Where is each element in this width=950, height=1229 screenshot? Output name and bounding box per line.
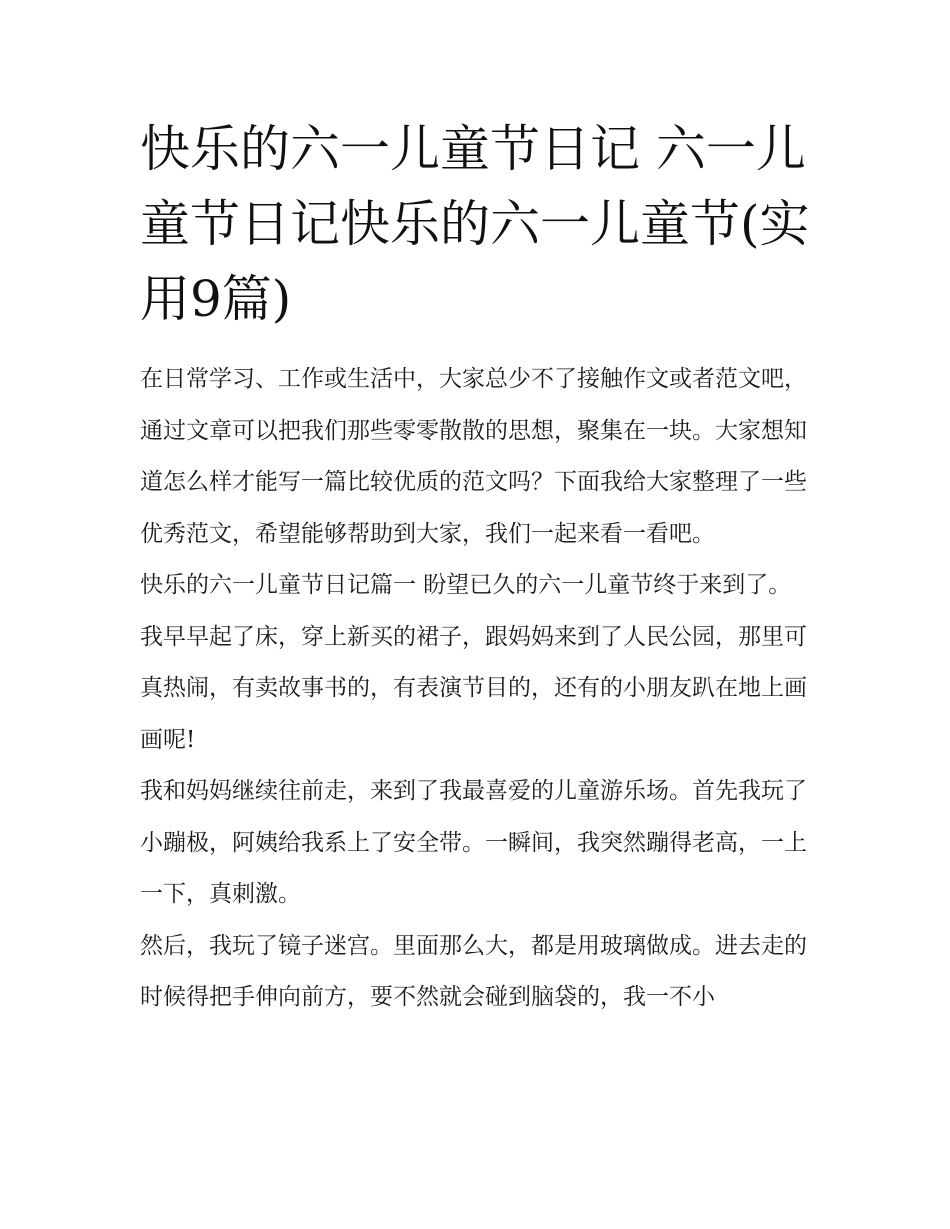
paragraph-heading-1: 快乐的六一儿童节日记篇一 盼望已久的六一儿童节终于来到了。 bbox=[140, 572, 792, 598]
document-body bbox=[140, 354, 820, 1024]
document-title: 快乐的六一儿童节日记 六一儿童节日记快乐的六一儿童节(实用9篇) bbox=[140, 120, 810, 328]
paragraph-intro: 在日常学习、工作或生活中，大家总少不了接触作文或者范文吧，通过文章可以把我们那些零零散散的思想，聚集在一块。大家想知道怎么样才能写一篇比较优质的范文吗？下面我给大家整理了一些优秀范文，希望能够帮助到大家，我们一起来看一看吧。 bbox=[140, 366, 807, 547]
paragraph-playground: 我和妈妈继续往前走，来到了我最喜爱的儿童游乐场。首先我玩了小蹦极，阿姨给我系上了安全带。一瞬间，我突然蹦得老高，一上一下，真刺激。 bbox=[140, 778, 807, 907]
paragraph-park: 我早早起了床，穿上新买的裙子，跟妈妈来到了人民公园，那里可真热闹，有卖故事书的，有表演节目的，还有的小朋友趴在地上画画呢! bbox=[140, 623, 807, 753]
paragraph-mirror-maze: 然后，我玩了镜子迷宫。里面那么大，都是用玻璃做成。进去走的时候得把手伸向前方，要不然就会碰到脑袋的，我一不小 bbox=[140, 932, 807, 1010]
